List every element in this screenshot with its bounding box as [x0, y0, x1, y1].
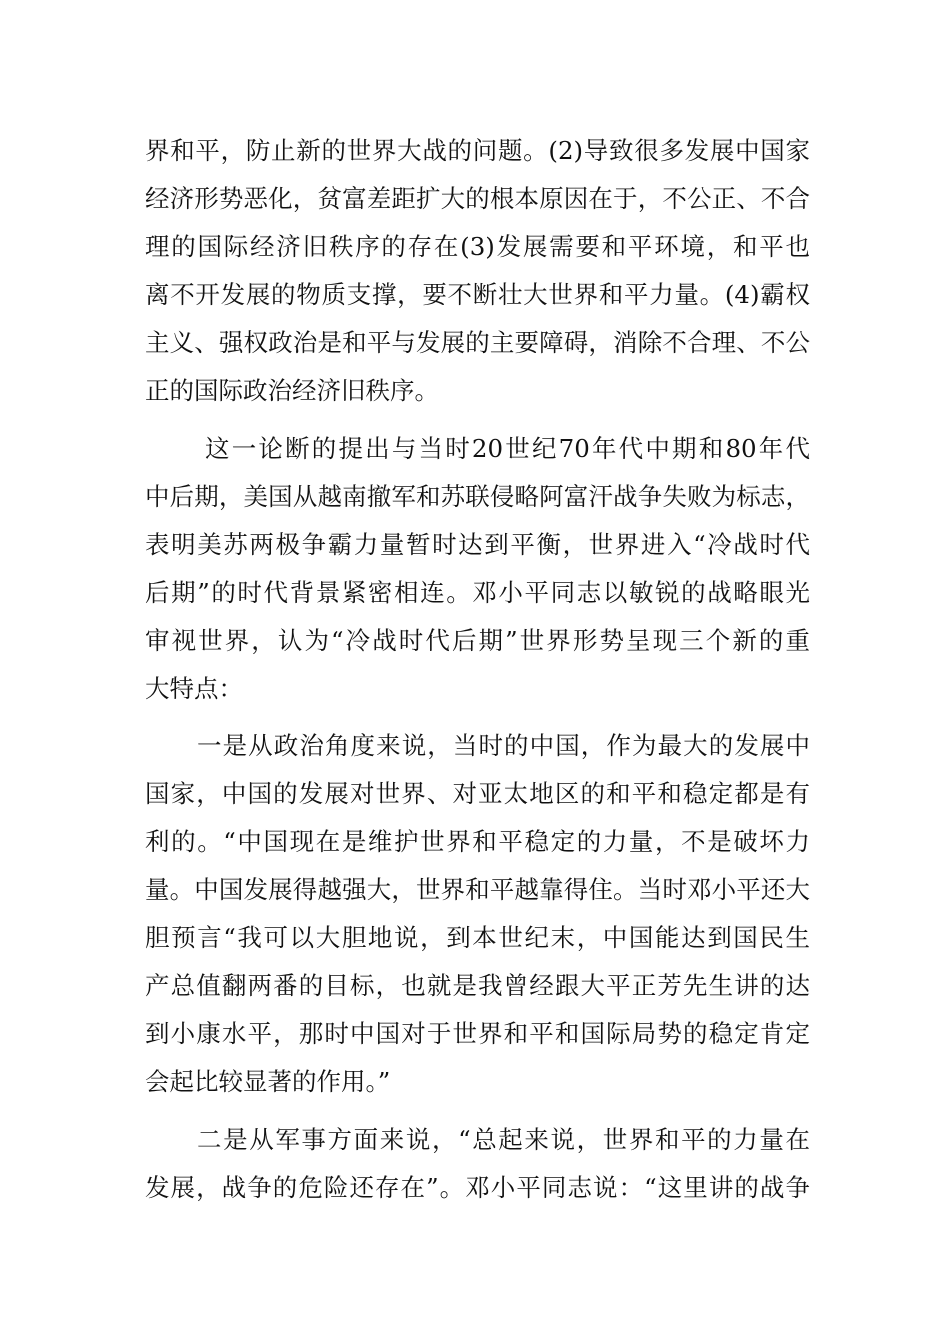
text-line: 二是从军事方面来说，“总起来说，世界和平的力量在: [197, 1125, 810, 1154]
text-line: 中后期，美国从越南撤军和苏联侵略阿富汗战争失败为标志，: [145, 482, 810, 511]
text-line: 国家，中国的发展对世界、对亚太地区的和平和稳定都是有: [145, 779, 810, 808]
text-line: 离不开发展的物质支撑，要不断壮大世界和平力量。(4)霸权: [145, 280, 810, 309]
text-line: 产总值翻两番的目标，也就是我曾经跟大平正芳先生讲的达: [145, 971, 810, 1000]
text-line: 到小康水平，那时中国对于世界和平和国际局势的稳定肯定: [145, 1019, 810, 1048]
paragraph-2: [145, 425, 810, 713]
paragraph-3: [145, 722, 810, 1106]
text-line: 界和平，防止新的世界大战的问题。(2)导致很多发展中国家: [145, 136, 810, 165]
paragraph-4: [145, 1116, 810, 1212]
text-line: 利的。“中国现在是维护世界和平稳定的力量，不是破坏力: [145, 827, 810, 856]
text-line: 量。中国发展得越强大，世界和平越靠得住。当时邓小平还大: [145, 875, 810, 904]
text-line: 这一论断的提出与当时20世纪70年代中期和80年代: [205, 434, 810, 463]
text-line: 审视世界，认为“冷战时代后期”世界形势呈现三个新的重: [145, 626, 810, 655]
text-line: 胆预言“我可以大胆地说，到本世纪末，中国能达到国民生: [145, 923, 810, 952]
text-line: 一是从政治角度来说，当时的中国，作为最大的发展中: [197, 731, 810, 760]
paragraph-1: [145, 127, 810, 415]
text-line: 经济形势恶化，贫富差距扩大的根本原因在于，不公正、不合: [145, 184, 810, 213]
text-line: 大特点：: [145, 674, 243, 703]
text-line: 发展，战争的危险还存在”。邓小平同志说：“这里讲的战争: [145, 1173, 810, 1202]
text-line: 会起比较显著的作用。”: [145, 1067, 391, 1096]
text-line: 正的国际政治经济旧秩序。: [145, 376, 439, 405]
text-line: 表明美苏两极争霸力量暂时达到平衡，世界进入“冷战时代: [145, 530, 810, 559]
text-line: 后期”的时代背景紧密相连。邓小平同志以敏锐的战略眼光: [145, 578, 810, 607]
text-line: 理的国际经济旧秩序的存在(3)发展需要和平环境，和平也: [145, 232, 810, 261]
text-line: 主义、强权政治是和平与发展的主要障碍，消除不合理、不公: [145, 328, 810, 357]
